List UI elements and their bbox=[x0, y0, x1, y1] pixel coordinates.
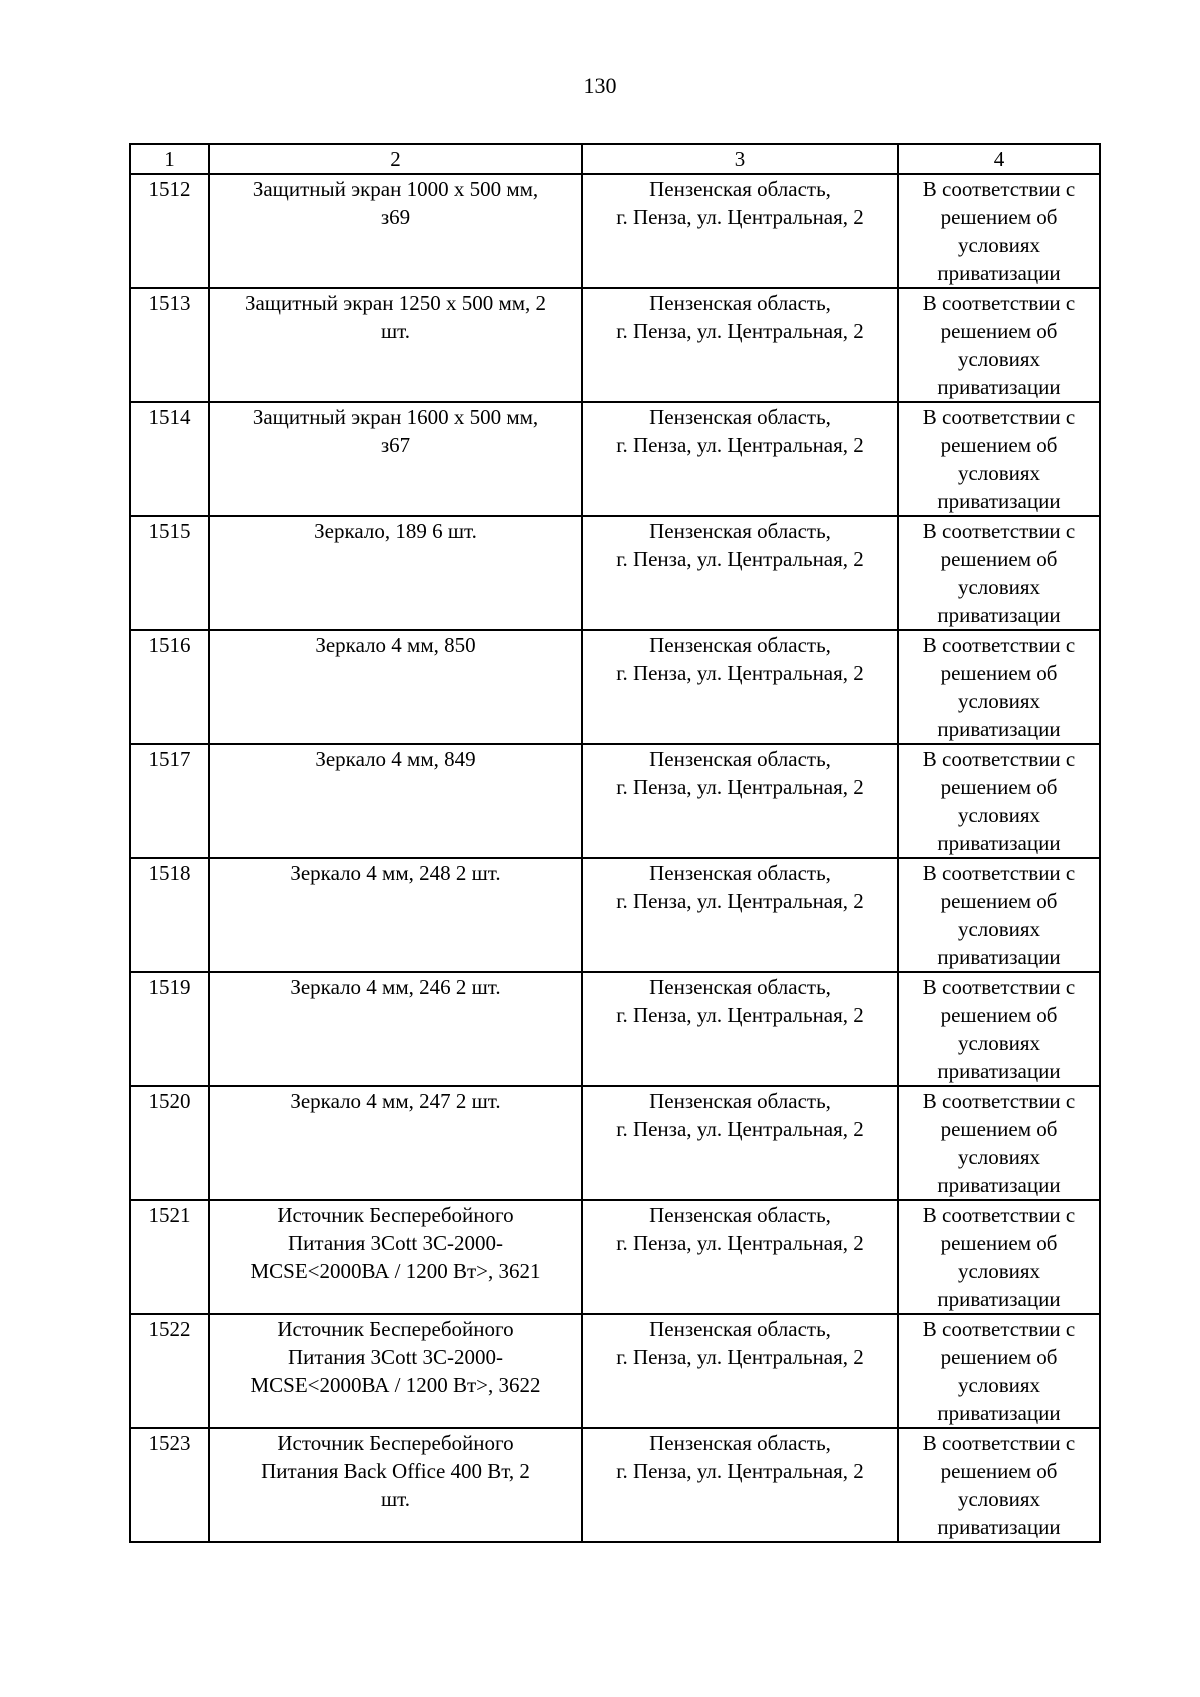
basis-line: условиях bbox=[957, 689, 1041, 713]
basis-line: приватизации bbox=[937, 831, 1061, 855]
basis-line: условиях bbox=[957, 1145, 1041, 1169]
basis-line: В соответствии с bbox=[922, 1317, 1076, 1341]
basis-line: решением об bbox=[940, 547, 1058, 571]
address-cell bbox=[582, 1086, 898, 1200]
address-cell bbox=[582, 402, 898, 516]
address-line: г. Пенза, ул. Центральная, 2 bbox=[616, 1459, 864, 1483]
basis-cell bbox=[898, 174, 1100, 288]
basis-line: решением об bbox=[940, 1459, 1058, 1483]
item-name-cell bbox=[209, 288, 582, 402]
row-number-cell: 1519 bbox=[130, 972, 209, 1086]
column-header-2: 2 bbox=[209, 144, 582, 174]
address-cell bbox=[582, 630, 898, 744]
basis-line: решением об bbox=[940, 1117, 1058, 1141]
address-line: Пензенская область, bbox=[649, 405, 831, 429]
address-line: г. Пенза, ул. Центральная, 2 bbox=[616, 319, 864, 343]
table-row bbox=[130, 1314, 1100, 1428]
basis-line: условиях bbox=[957, 575, 1041, 599]
basis-line: В соответствии с bbox=[922, 519, 1076, 543]
address-cell bbox=[582, 972, 898, 1086]
basis-line: В соответствии с bbox=[922, 1431, 1076, 1455]
basis-cell bbox=[898, 1086, 1100, 1200]
item-name-line: Питания 3Cott 3C-2000- bbox=[288, 1231, 503, 1255]
table-row bbox=[130, 858, 1100, 972]
item-name-cell bbox=[209, 1086, 582, 1200]
address-cell bbox=[582, 516, 898, 630]
item-name-line: Питания 3Cott 3C-2000- bbox=[288, 1345, 503, 1369]
address-line: г. Пенза, ул. Центральная, 2 bbox=[616, 1003, 864, 1027]
table-row bbox=[130, 1428, 1100, 1542]
basis-line: решением об bbox=[940, 661, 1058, 685]
table-row bbox=[130, 744, 1100, 858]
item-name-cell bbox=[209, 630, 582, 744]
item-name-cell bbox=[209, 858, 582, 972]
table-row bbox=[130, 174, 1100, 288]
address-line: г. Пенза, ул. Центральная, 2 bbox=[616, 433, 864, 457]
table-row bbox=[130, 972, 1100, 1086]
item-name-line: Питания Back Office 400 Вт, 2 bbox=[261, 1459, 530, 1483]
basis-line: В соответствии с bbox=[922, 177, 1076, 201]
basis-cell bbox=[898, 1200, 1100, 1314]
basis-line: приватизации bbox=[937, 1287, 1061, 1311]
basis-line: решением об bbox=[940, 319, 1058, 343]
basis-cell bbox=[898, 1314, 1100, 1428]
row-number-cell: 1523 bbox=[130, 1428, 209, 1542]
item-name-line: Зеркало 4 мм, 849 bbox=[315, 747, 476, 771]
basis-line: решением об bbox=[940, 433, 1058, 457]
item-name-cell bbox=[209, 1200, 582, 1314]
address-line: г. Пенза, ул. Центральная, 2 bbox=[616, 661, 864, 685]
basis-line: решением об bbox=[940, 775, 1058, 799]
row-number-cell: 1517 bbox=[130, 744, 209, 858]
basis-line: приватизации bbox=[937, 261, 1061, 285]
basis-line: условиях bbox=[957, 1373, 1041, 1397]
table-row bbox=[130, 288, 1100, 402]
basis-line: приватизации bbox=[937, 1515, 1061, 1539]
basis-line: В соответствии с bbox=[922, 1203, 1076, 1227]
address-line: г. Пенза, ул. Центральная, 2 bbox=[616, 547, 864, 571]
item-name-line: з69 bbox=[380, 205, 411, 229]
column-header-4: 4 bbox=[898, 144, 1100, 174]
item-name-line: з67 bbox=[380, 433, 411, 457]
basis-cell bbox=[898, 630, 1100, 744]
address-line: Пензенская область, bbox=[649, 519, 831, 543]
address-line: Пензенская область, bbox=[649, 633, 831, 657]
address-line: Пензенская область, bbox=[649, 747, 831, 771]
basis-line: условиях bbox=[957, 917, 1041, 941]
basis-line: В соответствии с bbox=[922, 405, 1076, 429]
row-number-cell: 1512 bbox=[130, 174, 209, 288]
basis-cell bbox=[898, 402, 1100, 516]
basis-line: решением об bbox=[940, 1345, 1058, 1369]
basis-line: условиях bbox=[957, 1031, 1041, 1055]
basis-line: В соответствии с bbox=[922, 861, 1076, 885]
item-name-line: Зеркало, 189 6 шт. bbox=[314, 519, 477, 543]
item-name-line: шт. bbox=[380, 319, 411, 343]
item-name-cell bbox=[209, 174, 582, 288]
basis-line: решением об bbox=[940, 205, 1058, 229]
address-cell bbox=[582, 858, 898, 972]
address-cell bbox=[582, 1314, 898, 1428]
table-body bbox=[130, 174, 1100, 1542]
basis-line: приватизации bbox=[937, 1059, 1061, 1083]
address-line: Пензенская область, bbox=[649, 1089, 831, 1113]
table-row bbox=[130, 402, 1100, 516]
basis-line: приватизации bbox=[937, 717, 1061, 741]
item-name-line: MCSE<2000ВА / 1200 Вт>, 3621 bbox=[250, 1259, 541, 1283]
address-line: Пензенская область, bbox=[649, 1203, 831, 1227]
basis-line: приватизации bbox=[937, 375, 1061, 399]
basis-line: В соответствии с bbox=[922, 747, 1076, 771]
basis-line: В соответствии с bbox=[922, 975, 1076, 999]
row-number-cell: 1522 bbox=[130, 1314, 209, 1428]
basis-line: решением об bbox=[940, 1003, 1058, 1027]
basis-line: В соответствии с bbox=[922, 291, 1076, 315]
basis-line: решением об bbox=[940, 1231, 1058, 1255]
item-name-line: Источник Бесперебойного bbox=[277, 1317, 514, 1341]
row-number-cell: 1518 bbox=[130, 858, 209, 972]
address-line: г. Пенза, ул. Центральная, 2 bbox=[616, 205, 864, 229]
address-cell bbox=[582, 1428, 898, 1542]
column-header-1: 1 bbox=[130, 144, 209, 174]
basis-line: приватизации bbox=[937, 1401, 1061, 1425]
basis-line: условиях bbox=[957, 1259, 1041, 1283]
row-number-cell: 1521 bbox=[130, 1200, 209, 1314]
basis-cell bbox=[898, 858, 1100, 972]
property-table bbox=[129, 143, 1101, 1543]
item-name-line: Зеркало 4 мм, 247 2 шт. bbox=[290, 1089, 501, 1113]
item-name-line: MCSE<2000ВА / 1200 Вт>, 3622 bbox=[250, 1373, 541, 1397]
row-number-cell: 1513 bbox=[130, 288, 209, 402]
item-name-line: Зеркало 4 мм, 850 bbox=[315, 633, 476, 657]
basis-cell bbox=[898, 972, 1100, 1086]
table-row bbox=[130, 630, 1100, 744]
item-name-cell bbox=[209, 402, 582, 516]
address-cell bbox=[582, 744, 898, 858]
row-number-cell: 1520 bbox=[130, 1086, 209, 1200]
basis-line: условиях bbox=[957, 461, 1041, 485]
table-row bbox=[130, 516, 1100, 630]
item-name-line: Защитный экран 1600 х 500 мм, bbox=[252, 405, 539, 429]
basis-line: В соответствии с bbox=[922, 633, 1076, 657]
address-line: Пензенская область, bbox=[649, 975, 831, 999]
address-line: г. Пенза, ул. Центральная, 2 bbox=[616, 1231, 864, 1255]
address-line: Пензенская область, bbox=[649, 861, 831, 885]
basis-cell bbox=[898, 516, 1100, 630]
basis-line: условиях bbox=[957, 1487, 1041, 1511]
item-name-cell bbox=[209, 1314, 582, 1428]
basis-line: В соответствии с bbox=[922, 1089, 1076, 1113]
item-name-line: шт. bbox=[380, 1487, 411, 1511]
basis-line: приватизации bbox=[937, 489, 1061, 513]
basis-line: решением об bbox=[940, 889, 1058, 913]
item-name-cell bbox=[209, 1428, 582, 1542]
item-name-line: Защитный экран 1250 х 500 мм, 2 bbox=[244, 291, 547, 315]
basis-cell bbox=[898, 744, 1100, 858]
item-name-line: Источник Бесперебойного bbox=[277, 1431, 514, 1455]
row-number-cell: 1514 bbox=[130, 402, 209, 516]
basis-cell bbox=[898, 1428, 1100, 1542]
address-cell bbox=[582, 1200, 898, 1314]
address-line: Пензенская область, bbox=[649, 177, 831, 201]
address-line: Пензенская область, bbox=[649, 291, 831, 315]
table-row bbox=[130, 1086, 1100, 1200]
basis-line: приватизации bbox=[937, 945, 1061, 969]
item-name-line: Источник Бесперебойного bbox=[277, 1203, 514, 1227]
table-row bbox=[130, 1200, 1100, 1314]
address-line: г. Пенза, ул. Центральная, 2 bbox=[616, 889, 864, 913]
column-header-3: 3 bbox=[582, 144, 898, 174]
basis-cell bbox=[898, 288, 1100, 402]
basis-line: приватизации bbox=[937, 603, 1061, 627]
row-number-cell: 1516 bbox=[130, 630, 209, 744]
item-name-line: Зеркало 4 мм, 248 2 шт. bbox=[290, 861, 501, 885]
item-name-line: Зеркало 4 мм, 246 2 шт. bbox=[290, 975, 501, 999]
item-name-cell bbox=[209, 744, 582, 858]
basis-line: приватизации bbox=[937, 1173, 1061, 1197]
item-name-line: Защитный экран 1000 х 500 мм, bbox=[252, 177, 539, 201]
basis-line: условиях bbox=[957, 347, 1041, 371]
row-number-cell: 1515 bbox=[130, 516, 209, 630]
address-line: Пензенская область, bbox=[649, 1431, 831, 1455]
page-number: 130 bbox=[583, 73, 617, 98]
address-line: г. Пенза, ул. Центральная, 2 bbox=[616, 1117, 864, 1141]
address-line: Пензенская область, bbox=[649, 1317, 831, 1341]
basis-line: условиях bbox=[957, 803, 1041, 827]
address-cell bbox=[582, 174, 898, 288]
item-name-cell bbox=[209, 972, 582, 1086]
address-line: г. Пенза, ул. Центральная, 2 bbox=[616, 1345, 864, 1369]
item-name-cell bbox=[209, 516, 582, 630]
table-header-row bbox=[130, 144, 1100, 174]
address-cell bbox=[582, 288, 898, 402]
basis-line: условиях bbox=[957, 233, 1041, 257]
address-line: г. Пенза, ул. Центральная, 2 bbox=[616, 775, 864, 799]
